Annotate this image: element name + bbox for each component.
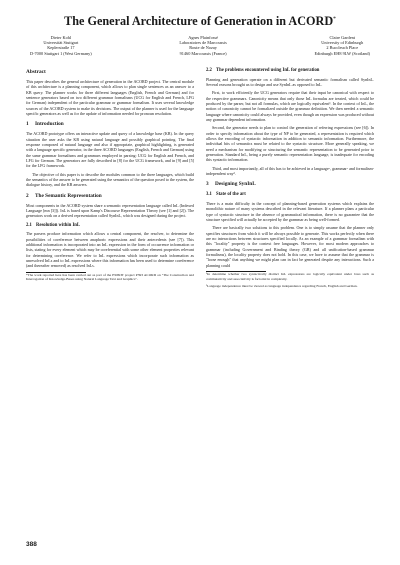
paragraph: Second, the generator needs to plan to control the generation of referring expressions (see [6]). In order to specify information about the type of NP to be generated, a representation is required which allows the encoding of syntactic information in addition to semantic information. Furthermore, the individual bits of semantics must be related to the syntactic structure. More generally speaking, we need a mechanism for modifying or structuring the semantic representation to be generated prior to generation. Standard InL, being a purely semantic representation language, is inadequate for encoding this syntactic information. (206, 125, 374, 163)
page-number: 388 (26, 541, 37, 548)
subsection-number: 2.2 (206, 68, 212, 74)
paper-title (26, 14, 374, 29)
author-2 (179, 35, 227, 56)
author-name: Dieter Kohl (50, 34, 72, 40)
author-address: Keplerstraße 17 (47, 45, 75, 51)
footnote: ²Language independence must be viewed as language independence regarding French, English and German. (206, 284, 358, 289)
section-heading-designing (206, 181, 374, 188)
paragraph: The parsers produce information which allows a central component, the resolver, to determine the possibilities of coreference between anaphoric expressions and their antecedents (see [7]). This additional information is incorporated into an InL expression in the form of occurrence information or lists, stating for every element which may be coreferential with some other element properties relevant for determining coreference. We refer to InL expressions which incorporate such information as unresolved InLs and to InL expressions where this information has been used to determine coreference (and thereafter removed) as resolved InLs. (26, 231, 194, 269)
section-number: 3 (206, 181, 209, 188)
paragraph: Third, and most importantly, all of this has to be achieved in a language-, grammar- and formalism-independent way². (206, 165, 374, 177)
section-title: Designing SynInL (215, 181, 256, 188)
section-title: Introduction (35, 121, 64, 128)
title-footnote-mark: * (333, 15, 336, 22)
author-3 (315, 35, 371, 56)
abstract-text: This paper describes the general architecture of generation in the ACORD project. The central module of this architecture is a planning component, which allows to plan single sentences as an answer to a KB query. The planner works for three different languages (English, French and German) and for sentence generators based on two different grammar formalisms (UCG for English and French, LFG for German) independent of the particular grammar or grammar formalism. It uses several knowledge sources of the ACORD system to make its decisions. The output of the planner is used for the language specific generators as well as for the update of information needed for pronoun resolution. (26, 79, 194, 117)
section-heading-semantic-representation (26, 193, 194, 200)
title-text: The General Architecture of Generation in ACORD (64, 14, 334, 28)
right-column (206, 64, 374, 292)
subsection-heading-resolution (26, 223, 194, 229)
author-name: Claire Gardent (329, 34, 355, 40)
footnote: ¹In determine whether two syntactically distinct InL expressions are logically equivalent under laws such as commutativity and associativity is factorial in complexity. (206, 271, 374, 281)
subsection-title: State of the art (216, 192, 246, 198)
paragraph: Most components in the ACORD system share a semantic representation language called InL (Indexed Language [mn [3]]). InL is based upon Kamp's Discourse Representation Theory (see [1] and [2]). The generators work on a derived representation called SynInL, which was designed during the project. (26, 202, 194, 219)
section-title: The Semantic Representation (35, 192, 102, 199)
footnote: *The work reported here has been carried out as part of the ESPRIT project P393 ACORD on "The Construction and Interrogation of Knowledge-Bases using Natural Language Text and Graphics". (26, 272, 194, 282)
subsection-heading-problems (206, 68, 374, 74)
author-affiliation: Laboratoires de Marcoussis (179, 40, 227, 45)
subsection-number: 2.1 (26, 222, 32, 228)
subsection-title: The problems encountered using InL for generation (216, 68, 320, 74)
author-city: 91460 Marcoussis (France) (179, 50, 227, 56)
author-affiliation: Universität Stuttgart (43, 40, 79, 45)
author-1 (30, 35, 92, 56)
subsection-title: Resolution within InL (36, 222, 81, 228)
paragraph: The objective of this paper is to describe the modules common to the three languages, which build the semantics of the answer to be generated using the semantics of the question posed to the system, the dialogue history, and the KB answers. (26, 171, 195, 188)
two-column-body (26, 64, 374, 292)
paragraph: There are basically two solutions to this problem. One is to simply assume that the planner only specifies structures from which it will be always possible to generate. This works perfectly when there are no interactions between structures specified locally. As an example of a grammar formalism with this "locality" property is the context free languages. However, for most modern approaches to grammar (including Government and Binding theory (GB) and all unification-based grammar formalisms), the locality property does not hold. In this case, we have to assume that the grammar is "loose enough" that anything we might plan can in fact be generated despite any interactions. Such a planning could (206, 225, 374, 268)
section-number: 1 (26, 121, 29, 128)
paragraph: The ACORD prototype offers an interactive update and query of a knowledge base (KB). In the query situation the user asks the KB using natural language and possibly graphical pointing. The final response composed of natural language and also if appropriate, graphical highlighting, is generated with a language specific generator, in the three ACORD languages (English, French and German) using the same grammar formalisms and grammars employed in parsing: UCG for English and French, and LFG for German. The generators are fully described in [8] for the UCG framework, and in [9] and [5] for the LFG framework. (26, 131, 194, 169)
author-address: Route de Nozay (189, 45, 217, 51)
author-name: Agnes Plainfossé (188, 34, 218, 40)
author-city: Edinburgh EH8 9LW (Scotland) (314, 50, 370, 56)
paragraph: First, to work efficiently the UCG generators require that their input be canonical with respect to the respective grammars. Canonicity means that only those InL formulas are treated, which could be produced by the parser, but not all formulas, which are logically equivalent¹. In the context of InL, the notion of canonicity cannot be formalized outside the grammar definition. We then needed a semantic language where canonicity could always be provided, even though an expression was produced without any grammar dependent information. (206, 90, 374, 123)
author-city: D-7000 Stuttgart 1 (West Germany) (30, 50, 92, 56)
author-address: 2 Buccleuch Place (326, 45, 359, 51)
subsection-number: 3.1 (206, 192, 212, 198)
paragraph: Planning and generation operate on a different but derivated semantic formalism called SynInL. Several reasons brought us to design and use SynInL as opposed to InL. (206, 76, 374, 88)
author-block (26, 35, 374, 56)
abstract-heading: Abstract (26, 69, 46, 76)
section-number: 2 (26, 192, 29, 199)
subsection-heading-state-of-art (206, 192, 374, 198)
author-affiliation: University of Edinburgh (321, 40, 364, 45)
paragraph: There is a main difficulty in the concept of planning-based generation systems which explains the monolithic nature of many systems described in the relevant literature. If a planner plans a particular type of syntactic structure in the absence of grammatical information, there is no guarantee that the structure specified will actually be accepted by the grammar as being well-formed. (206, 201, 374, 223)
section-heading-introduction (26, 121, 194, 128)
left-column (26, 64, 194, 292)
